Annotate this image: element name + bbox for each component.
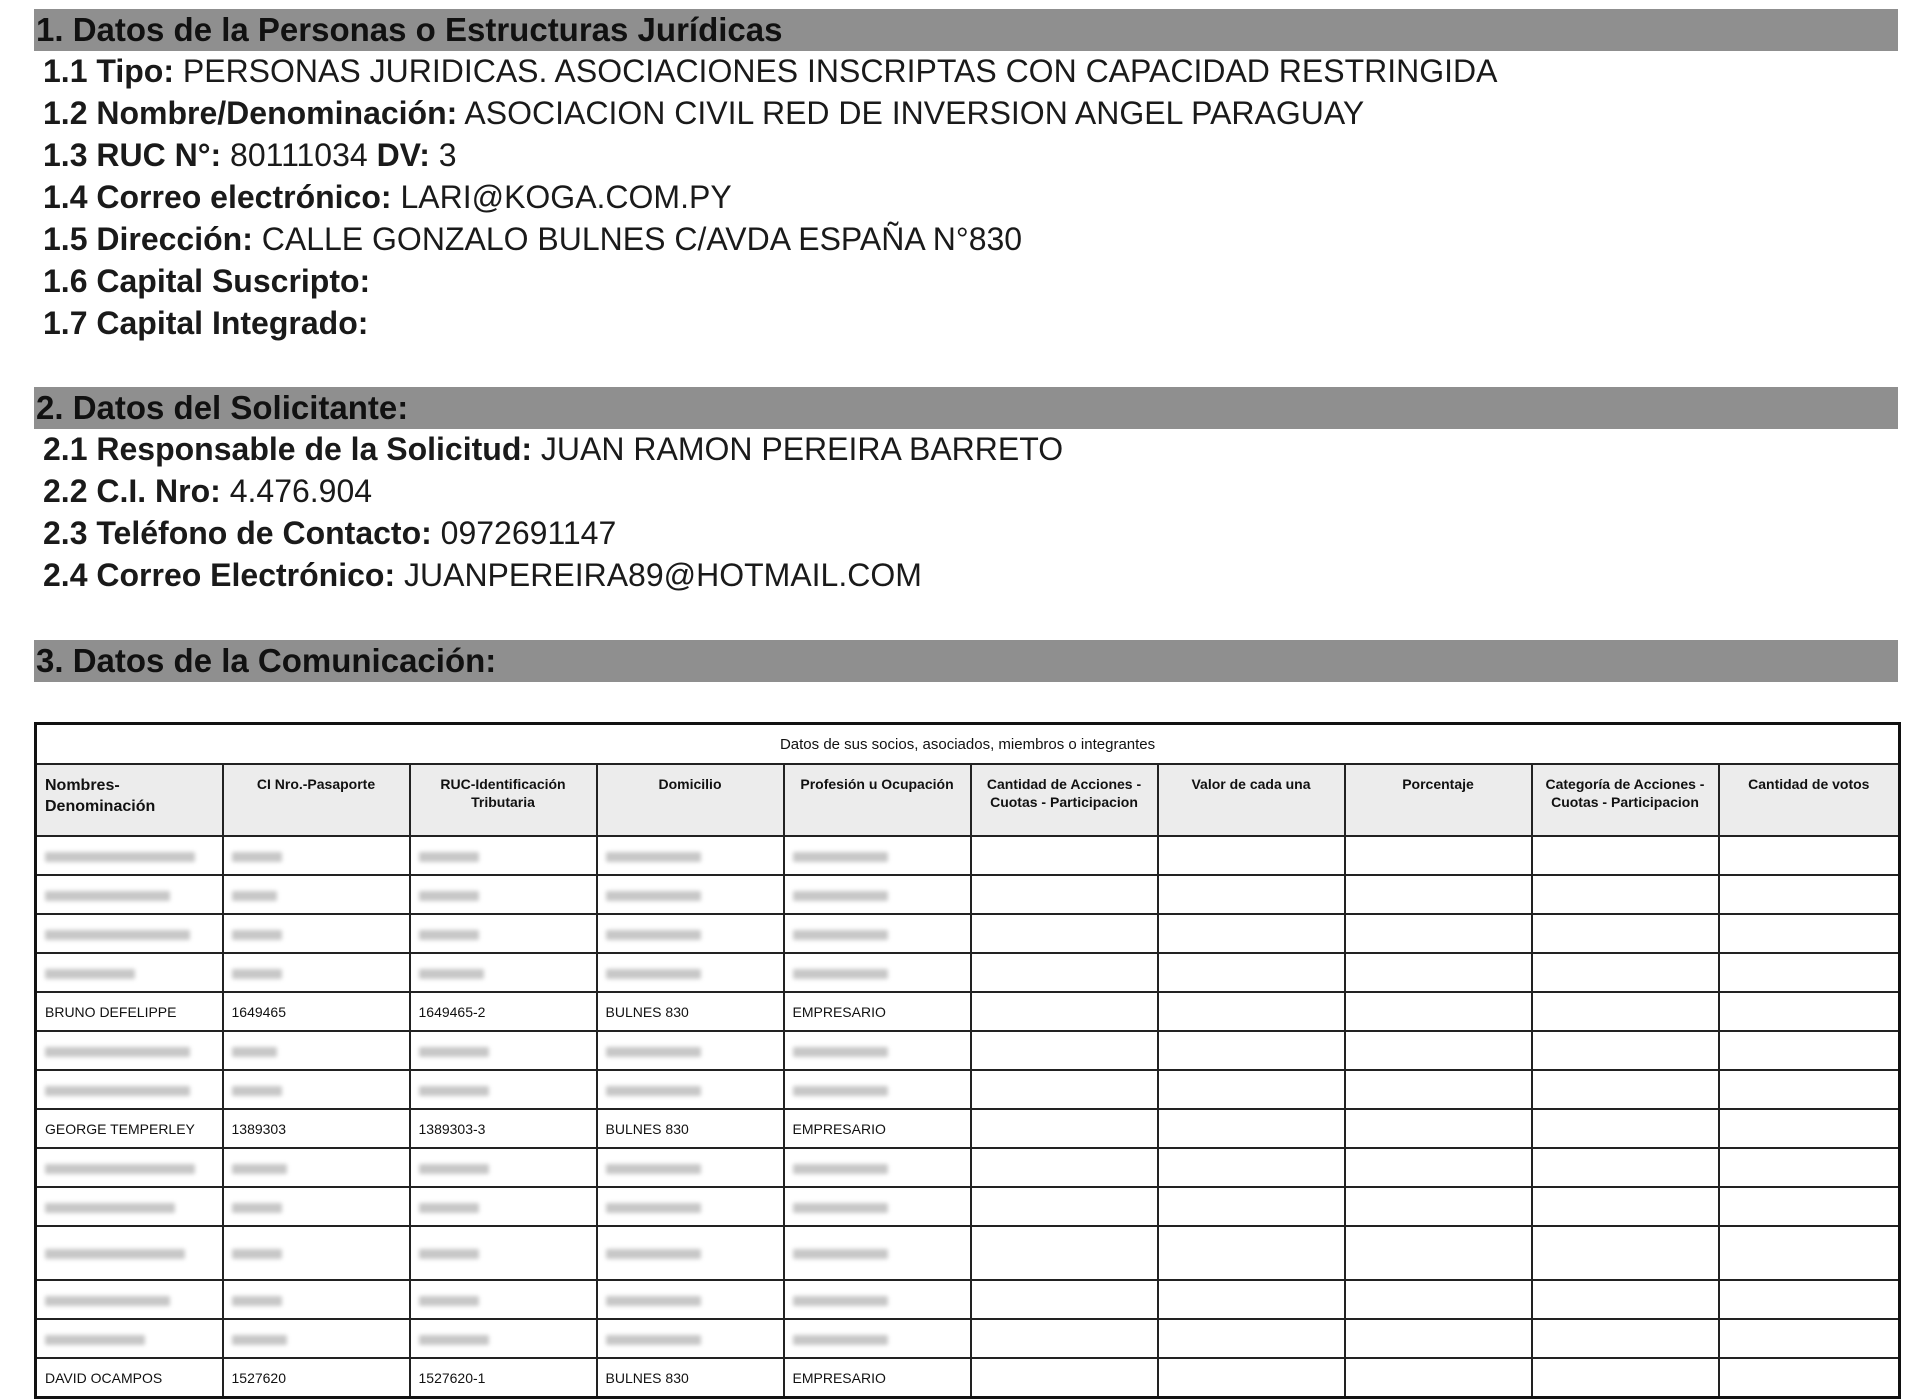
table-cell bbox=[223, 1187, 410, 1226]
redacted-text bbox=[232, 1047, 277, 1057]
table-cell bbox=[223, 953, 410, 992]
table-cell bbox=[36, 914, 223, 953]
table-cell bbox=[1345, 1148, 1532, 1187]
redacted-text bbox=[793, 891, 888, 901]
redacted-text bbox=[419, 1249, 479, 1259]
table-cell bbox=[223, 875, 410, 914]
column-header: Profesión u Ocupación bbox=[784, 764, 971, 836]
table-cell bbox=[223, 1280, 410, 1319]
table-cell bbox=[410, 1070, 597, 1109]
field-capital-suscripto bbox=[43, 261, 370, 301]
table-cell bbox=[1719, 953, 1900, 992]
table-row bbox=[36, 1187, 1900, 1226]
table-cell bbox=[1345, 875, 1532, 914]
table-cell bbox=[971, 1070, 1158, 1109]
table-cell bbox=[410, 953, 597, 992]
field-label: 2.2 C.I. Nro: bbox=[43, 473, 221, 509]
table-cell bbox=[597, 953, 784, 992]
table-cell: EMPRESARIO bbox=[784, 992, 971, 1031]
table-cell bbox=[36, 1226, 223, 1280]
table-header-row bbox=[36, 764, 1900, 836]
redacted-text bbox=[606, 1296, 701, 1306]
table-cell bbox=[784, 875, 971, 914]
table-cell bbox=[971, 1280, 1158, 1319]
table-cell bbox=[784, 1226, 971, 1280]
table-cell bbox=[1158, 953, 1345, 992]
field-label: 1.5 Dirección: bbox=[43, 221, 253, 257]
field-label: 1.6 Capital Suscripto: bbox=[43, 263, 371, 299]
redacted-text bbox=[232, 891, 277, 901]
redacted-text bbox=[45, 1249, 185, 1259]
table-cell bbox=[597, 1031, 784, 1070]
table-cell: 1527620-1 bbox=[410, 1358, 597, 1398]
table-cell bbox=[597, 1226, 784, 1280]
table-cell bbox=[1345, 1187, 1532, 1226]
redacted-text bbox=[45, 891, 170, 901]
field-direccion bbox=[43, 219, 1022, 259]
table-cell: DAVID OCAMPOS bbox=[36, 1358, 223, 1398]
table-row bbox=[36, 1031, 1900, 1070]
table-cell bbox=[1158, 836, 1345, 875]
column-header: Porcentaje bbox=[1345, 764, 1532, 836]
table-cell bbox=[1345, 914, 1532, 953]
table-cell bbox=[784, 1319, 971, 1358]
table-cell bbox=[223, 1226, 410, 1280]
redacted-text bbox=[45, 1296, 170, 1306]
table-cell bbox=[1158, 875, 1345, 914]
table-row bbox=[36, 1148, 1900, 1187]
table-cell bbox=[597, 1148, 784, 1187]
table-row bbox=[36, 953, 1900, 992]
field-value: JUANPEREIRA89@HOTMAIL.COM bbox=[395, 557, 922, 593]
table-cell bbox=[784, 1070, 971, 1109]
redacted-text bbox=[45, 1086, 190, 1096]
table-cell bbox=[1532, 1031, 1719, 1070]
redacted-text bbox=[232, 969, 282, 979]
table-cell: 1389303-3 bbox=[410, 1109, 597, 1148]
table-cell bbox=[1345, 1280, 1532, 1319]
field-value: 80111034 bbox=[221, 137, 377, 173]
table-cell bbox=[971, 914, 1158, 953]
field-correo bbox=[43, 177, 732, 217]
table-cell bbox=[597, 1187, 784, 1226]
table-cell bbox=[1158, 1031, 1345, 1070]
table-cell bbox=[410, 914, 597, 953]
table-cell bbox=[597, 875, 784, 914]
table-cell bbox=[1532, 1148, 1719, 1187]
table-cell bbox=[1345, 992, 1532, 1031]
redacted-text bbox=[419, 1047, 489, 1057]
table-row bbox=[36, 992, 1900, 1031]
redacted-text bbox=[419, 852, 479, 862]
table-cell bbox=[36, 1319, 223, 1358]
table-cell bbox=[36, 1187, 223, 1226]
section-1-header: 1. Datos de la Personas o Estructuras Jurídicas bbox=[34, 9, 1898, 51]
redacted-text bbox=[606, 1086, 701, 1096]
redacted-text bbox=[419, 930, 479, 940]
redacted-text bbox=[419, 1086, 489, 1096]
column-header: Cantidad de votos bbox=[1719, 764, 1900, 836]
field-value: JUAN RAMON PEREIRA BARRETO bbox=[532, 431, 1064, 467]
table-cell bbox=[971, 1109, 1158, 1148]
field-label: 2.4 Correo Electrónico: bbox=[43, 557, 396, 593]
redacted-text bbox=[606, 1249, 701, 1259]
field-value: LARI@KOGA.COM.PY bbox=[391, 179, 732, 215]
table-row bbox=[36, 1109, 1900, 1148]
redacted-text bbox=[45, 930, 190, 940]
table-cell bbox=[410, 875, 597, 914]
table-cell bbox=[1532, 1070, 1719, 1109]
redacted-text bbox=[232, 1203, 282, 1213]
redacted-text bbox=[793, 852, 888, 862]
table-cell bbox=[410, 1226, 597, 1280]
redacted-text bbox=[606, 852, 701, 862]
redacted-text bbox=[45, 1047, 190, 1057]
table-cell bbox=[784, 1187, 971, 1226]
table-cell: 1389303 bbox=[223, 1109, 410, 1148]
redacted-text bbox=[793, 969, 888, 979]
field-label: 2.3 Teléfono de Contacto: bbox=[43, 515, 432, 551]
redacted-text bbox=[606, 930, 701, 940]
table-cell bbox=[597, 1319, 784, 1358]
field-capital-integrado bbox=[43, 303, 368, 343]
field-label-dv: DV: bbox=[376, 137, 430, 173]
table-cell bbox=[1345, 836, 1532, 875]
redacted-text bbox=[419, 1164, 489, 1174]
table-row bbox=[36, 1070, 1900, 1109]
table-caption-row bbox=[36, 724, 1900, 765]
redacted-text bbox=[45, 1203, 175, 1213]
redacted-text bbox=[232, 1164, 287, 1174]
table-cell bbox=[1345, 1319, 1532, 1358]
column-header: Nombres-Denominación bbox=[36, 764, 223, 836]
field-label: 1.2 Nombre/Denominación: bbox=[43, 95, 458, 131]
table-cell bbox=[1158, 1280, 1345, 1319]
table-cell bbox=[1158, 1070, 1345, 1109]
table-cell bbox=[223, 914, 410, 953]
table-row bbox=[36, 1319, 1900, 1358]
table-cell bbox=[1158, 1148, 1345, 1187]
table-cell bbox=[410, 1031, 597, 1070]
table-cell bbox=[971, 836, 1158, 875]
field-tipo bbox=[43, 51, 1497, 91]
table-cell bbox=[1158, 1226, 1345, 1280]
table-row bbox=[36, 836, 1900, 875]
redacted-text bbox=[793, 1164, 888, 1174]
table-cell bbox=[597, 1070, 784, 1109]
table-cell bbox=[1345, 953, 1532, 992]
table-cell bbox=[971, 1148, 1158, 1187]
table-cell bbox=[971, 1031, 1158, 1070]
redacted-text bbox=[606, 1335, 701, 1345]
redacted-text bbox=[232, 1335, 287, 1345]
field-value: ASOCIACION CIVIL RED DE INVERSION ANGEL PARAGUAY bbox=[457, 95, 1365, 131]
redacted-text bbox=[793, 1335, 888, 1345]
field-label: 2.1 Responsable de la Solicitud: bbox=[43, 431, 533, 467]
table-cell bbox=[1158, 992, 1345, 1031]
table-cell bbox=[1158, 1319, 1345, 1358]
table-cell bbox=[1532, 914, 1719, 953]
table-cell bbox=[1532, 875, 1719, 914]
redacted-text bbox=[419, 1296, 479, 1306]
table-cell bbox=[1532, 992, 1719, 1031]
redacted-text bbox=[606, 891, 701, 901]
table-cell bbox=[1158, 1187, 1345, 1226]
table-cell bbox=[784, 1280, 971, 1319]
table-cell bbox=[1719, 1148, 1900, 1187]
table-cell bbox=[597, 914, 784, 953]
table-cell bbox=[1345, 1070, 1532, 1109]
table-cell bbox=[1532, 1280, 1719, 1319]
redacted-text bbox=[606, 1047, 701, 1057]
table-cell bbox=[1158, 914, 1345, 953]
table-cell bbox=[1158, 1109, 1345, 1148]
table-cell bbox=[36, 1280, 223, 1319]
field-label: 1.7 Capital Integrado: bbox=[43, 305, 369, 341]
redacted-text bbox=[793, 1086, 888, 1096]
table-cell bbox=[1345, 1031, 1532, 1070]
table-cell bbox=[1719, 1031, 1900, 1070]
redacted-text bbox=[419, 1203, 479, 1213]
redacted-text bbox=[45, 1164, 195, 1174]
table-cell bbox=[971, 1187, 1158, 1226]
redacted-text bbox=[232, 1296, 282, 1306]
redacted-text bbox=[419, 1335, 489, 1345]
redacted-text bbox=[232, 1249, 282, 1259]
field-nombre bbox=[43, 93, 1364, 133]
table-cell: GEORGE TEMPERLEY bbox=[36, 1109, 223, 1148]
redacted-text bbox=[606, 1203, 701, 1213]
table-cell bbox=[223, 1031, 410, 1070]
table-cell: 1649465-2 bbox=[410, 992, 597, 1031]
table-cell: BULNES 830 bbox=[597, 1109, 784, 1148]
redacted-text bbox=[606, 969, 701, 979]
table-cell bbox=[784, 1031, 971, 1070]
redacted-text bbox=[793, 1296, 888, 1306]
column-header: Cantidad de Acciones - Cuotas - Participacion bbox=[971, 764, 1158, 836]
table-cell bbox=[1345, 1226, 1532, 1280]
column-header: CI Nro.-Pasaporte bbox=[223, 764, 410, 836]
table-cell bbox=[223, 836, 410, 875]
field-responsable bbox=[43, 429, 1063, 469]
table-cell: BULNES 830 bbox=[597, 1358, 784, 1398]
table-cell bbox=[1719, 836, 1900, 875]
table-cell bbox=[1532, 1226, 1719, 1280]
table-cell bbox=[1719, 875, 1900, 914]
table-cell bbox=[36, 875, 223, 914]
table-cell bbox=[971, 875, 1158, 914]
table-cell bbox=[971, 992, 1158, 1031]
column-header: RUC-Identificación Tributaria bbox=[410, 764, 597, 836]
table-cell bbox=[784, 953, 971, 992]
redacted-text bbox=[232, 930, 282, 940]
table-cell bbox=[784, 914, 971, 953]
table-row bbox=[36, 914, 1900, 953]
table-cell bbox=[223, 1070, 410, 1109]
table-cell bbox=[784, 1148, 971, 1187]
table-cell: BULNES 830 bbox=[597, 992, 784, 1031]
socios-table bbox=[34, 722, 1901, 1399]
field-ci bbox=[43, 471, 372, 511]
table-cell: 1649465 bbox=[223, 992, 410, 1031]
table-cell bbox=[1719, 1280, 1900, 1319]
field-value: 0972691147 bbox=[431, 515, 617, 551]
redacted-text bbox=[419, 969, 484, 979]
table-cell bbox=[1719, 1109, 1900, 1148]
table-cell: 1527620 bbox=[223, 1358, 410, 1398]
redacted-text bbox=[45, 1335, 145, 1345]
field-correo-solicitante bbox=[43, 555, 922, 595]
table-row bbox=[36, 1280, 1900, 1319]
table-cell bbox=[971, 953, 1158, 992]
field-value-dv: 3 bbox=[429, 137, 457, 173]
field-value: PERSONAS JURIDICAS. ASOCIACIONES INSCRIPTAS CON CAPACIDAD RESTRINGIDA bbox=[173, 53, 1498, 89]
redacted-text bbox=[232, 1086, 282, 1096]
redacted-text bbox=[793, 1249, 888, 1259]
redacted-text bbox=[606, 1164, 701, 1174]
table-cell bbox=[1532, 1187, 1719, 1226]
field-ruc bbox=[43, 135, 457, 175]
table-cell bbox=[410, 836, 597, 875]
field-label: 1.1 Tipo: bbox=[43, 53, 174, 89]
field-value: CALLE GONZALO BULNES C/AVDA ESPAÑA N°830 bbox=[252, 221, 1023, 257]
field-label: 1.3 RUC N°: bbox=[43, 137, 222, 173]
table-cell bbox=[36, 1148, 223, 1187]
table-cell bbox=[1719, 1187, 1900, 1226]
section-3-header: 3. Datos de la Comunicación: bbox=[34, 640, 1898, 682]
field-telefono bbox=[43, 513, 616, 553]
table-cell bbox=[36, 953, 223, 992]
table-cell bbox=[223, 1319, 410, 1358]
table-cell: EMPRESARIO bbox=[784, 1109, 971, 1148]
section-2-header: 2. Datos del Solicitante: bbox=[34, 387, 1898, 429]
redacted-text bbox=[232, 852, 282, 862]
redacted-text bbox=[793, 1047, 888, 1057]
table-cell bbox=[1345, 1109, 1532, 1148]
table-cell bbox=[1719, 1226, 1900, 1280]
redacted-text bbox=[419, 891, 479, 901]
column-header: Valor de cada una bbox=[1158, 764, 1345, 836]
table-cell bbox=[971, 1319, 1158, 1358]
table-cell bbox=[971, 1226, 1158, 1280]
redacted-text bbox=[45, 969, 135, 979]
table-cell bbox=[410, 1319, 597, 1358]
table-row bbox=[36, 875, 1900, 914]
redacted-text bbox=[793, 930, 888, 940]
table-cell bbox=[1532, 953, 1719, 992]
table-cell bbox=[1719, 1070, 1900, 1109]
table-cell: EMPRESARIO bbox=[784, 1358, 971, 1398]
table-cell bbox=[36, 836, 223, 875]
table-cell bbox=[410, 1280, 597, 1319]
table-cell bbox=[597, 836, 784, 875]
table-cell bbox=[1532, 1109, 1719, 1148]
table-cell bbox=[784, 836, 971, 875]
table-cell bbox=[1719, 992, 1900, 1031]
table-cell bbox=[1532, 836, 1719, 875]
table-row bbox=[36, 1226, 1900, 1280]
table-cell bbox=[36, 1031, 223, 1070]
table-cell bbox=[36, 1070, 223, 1109]
table-caption: Datos de sus socios, asociados, miembros o integrantes bbox=[36, 724, 1900, 765]
table-cell: BRUNO DEFELIPPE bbox=[36, 992, 223, 1031]
table-cell bbox=[1719, 914, 1900, 953]
redacted-text bbox=[45, 852, 195, 862]
table-cell bbox=[410, 1148, 597, 1187]
column-header: Categoría de Acciones - Cuotas - Participacion bbox=[1532, 764, 1719, 836]
table-cell bbox=[597, 1280, 784, 1319]
redacted-text bbox=[793, 1203, 888, 1213]
field-value: 4.476.904 bbox=[220, 473, 373, 509]
table-cell bbox=[1719, 1319, 1900, 1358]
table-cell bbox=[223, 1148, 410, 1187]
field-label: 1.4 Correo electrónico: bbox=[43, 179, 392, 215]
column-header: Domicilio bbox=[597, 764, 784, 836]
table-cell bbox=[410, 1187, 597, 1226]
table-cell bbox=[1532, 1319, 1719, 1358]
